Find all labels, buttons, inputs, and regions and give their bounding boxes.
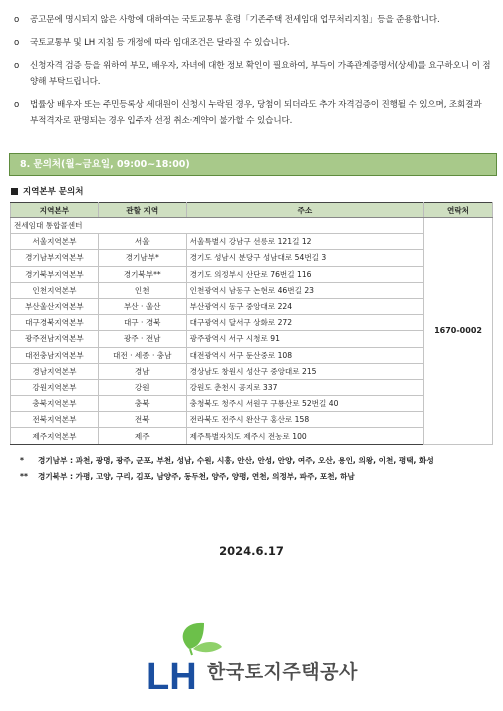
square-bullet-icon: [11, 188, 18, 195]
note-bullet: o: [14, 61, 20, 71]
note-bullet: o: [14, 100, 20, 110]
footnote-mark: **: [20, 472, 28, 481]
cell-office: 대전충남지역본부: [11, 347, 99, 363]
cell-area: 대구 · 경북: [98, 315, 186, 331]
cell-address: 부산광역시 동구 중앙대로 224: [186, 298, 423, 314]
table-row: [11, 282, 493, 298]
cell-area: 경남: [98, 363, 186, 379]
section-title-bar: 8. 문의처(월~금요일, 09:00~18:00): [9, 153, 497, 176]
note-bullet: o: [14, 15, 20, 25]
cell-office: 대구경북지역본부: [11, 315, 99, 331]
note-text: 공고문에 명시되지 않은 사항에 대하여는 국토교통부 훈령「기존주택 전세임대 업무처리지침」등을 준용합니다.: [30, 15, 440, 25]
note-item: [14, 35, 492, 51]
cell-office: 인천지역본부: [11, 282, 99, 298]
sub-title: [11, 185, 83, 197]
cell-address: 인천광역시 남동구 논현로 46번길 23: [186, 282, 423, 298]
footnotes: [20, 453, 434, 485]
note-text: 신청자격 검증 등을 위하여 부모, 배우자, 자녀에 대한 정보 확인이 필요하여, 부득이 가족관계증명서(상세)를 요구하오니 이 점 양해 부탁드립니다.: [30, 61, 491, 87]
cell-address: 경기도 의정부시 산단로 76번길 116: [186, 266, 423, 282]
table-row: [11, 363, 493, 379]
header-area: 관할 지역: [98, 203, 186, 218]
footnote-text: 경기북부 : 가평, 고양, 구리, 김포, 남양주, 동두천, 양주, 양평, 연천, 의정부, 파주, 포천, 하남: [38, 472, 355, 481]
table-row: [11, 218, 493, 234]
cell-area: 경기남부*: [98, 250, 186, 266]
notes-list: [14, 12, 492, 136]
cell-office: 광주전남지역본부: [11, 331, 99, 347]
table-row: [11, 428, 493, 444]
phone-cell: 1670-0002: [424, 218, 493, 445]
callcenter-cell: 전세임대 통합콜센터: [11, 218, 424, 234]
sub-title-text: 지역본부 문의처: [23, 187, 84, 197]
cell-area: 광주 · 전남: [98, 331, 186, 347]
table-row: [11, 315, 493, 331]
cell-area: 인천: [98, 282, 186, 298]
table-row: [11, 412, 493, 428]
cell-address: 강원도 춘천시 공지로 337: [186, 379, 423, 395]
note-item: [14, 12, 492, 28]
table-row: [11, 331, 493, 347]
cell-area: 강원: [98, 379, 186, 395]
header-phone: 연락처: [424, 203, 493, 218]
table-row: [11, 234, 493, 250]
note-text: 국토교통부 및 LH 지침 등 개정에 따라 임대조건은 달라질 수 있습니다.: [30, 38, 290, 48]
table-row: [11, 379, 493, 395]
note-bullet: o: [14, 38, 20, 48]
cell-office: 충북지역본부: [11, 396, 99, 412]
cell-address: 대전광역시 서구 둔산중로 108: [186, 347, 423, 363]
table-row: [11, 298, 493, 314]
footnote-item: [20, 453, 434, 469]
cell-address: 전라북도 전주시 완산구 홍산로 158: [186, 412, 423, 428]
cell-address: 서울특별시 강남구 선릉로 121길 12: [186, 234, 423, 250]
table-header-row: [11, 203, 493, 218]
cell-area: 제주: [98, 428, 186, 444]
table-row: [11, 347, 493, 363]
footnote-text: 경기남부 : 과천, 광명, 광주, 군포, 부천, 성남, 수원, 시흥, 안산, 안성, 안양, 여주, 오산, 용인, 의왕, 이천, 평택, 화성: [38, 456, 434, 465]
note-text: 법률상 배우자 또는 주민등록상 세대원이 신청시 누락된 경우, 당첨이 되더라도 추가 자격검증이 진행될 수 있으며, 조회결과 부적격자로 판명되는 경우 입주자 선정 취소·계약이 불가할 수 있습니다.: [30, 100, 482, 126]
cell-address: 광주광역시 서구 시청로 91: [186, 331, 423, 347]
logo-mark-text: LH: [146, 656, 197, 691]
cell-area: 전북: [98, 412, 186, 428]
cell-office: 서울지역본부: [11, 234, 99, 250]
footnote-item: [20, 469, 434, 485]
cell-office: 경남지역본부: [11, 363, 99, 379]
cell-address: 대구광역시 달서구 상화로 272: [186, 315, 423, 331]
table-row: [11, 250, 493, 266]
cell-office: 경기북부지역본부: [11, 266, 99, 282]
announcement-date: 2024.6.17: [219, 544, 284, 558]
table-row: [11, 396, 493, 412]
cell-office: 제주지역본부: [11, 428, 99, 444]
contact-table: [10, 202, 493, 445]
cell-office: 강원지역본부: [11, 379, 99, 395]
table-row: [11, 266, 493, 282]
cell-area: 대전 · 세종 · 충남: [98, 347, 186, 363]
cell-area: 충북: [98, 396, 186, 412]
cell-area: 서울: [98, 234, 186, 250]
cell-area: 경기북부**: [98, 266, 186, 282]
note-item: [14, 58, 492, 90]
header-address: 주소: [186, 203, 423, 218]
cell-office: 부산울산지역본부: [11, 298, 99, 314]
header-office: 지역본부: [11, 203, 99, 218]
cell-area: 부산 · 울산: [98, 298, 186, 314]
cell-address: 경상남도 창원시 성산구 중앙대로 215: [186, 363, 423, 379]
cell-office: 경기남부지역본부: [11, 250, 99, 266]
cell-office: 전북지역본부: [11, 412, 99, 428]
note-item: [14, 97, 492, 129]
organization-name: 한국토지주택공사: [207, 661, 358, 683]
cell-address: 경기도 성남시 분당구 성남대로 54번길 3: [186, 250, 423, 266]
footnote-mark: *: [20, 456, 24, 465]
cell-address: 제주특별자치도 제주시 전농로 100: [186, 428, 423, 444]
cell-address: 충청북도 청주시 서원구 구룡산로 52번길 40: [186, 396, 423, 412]
